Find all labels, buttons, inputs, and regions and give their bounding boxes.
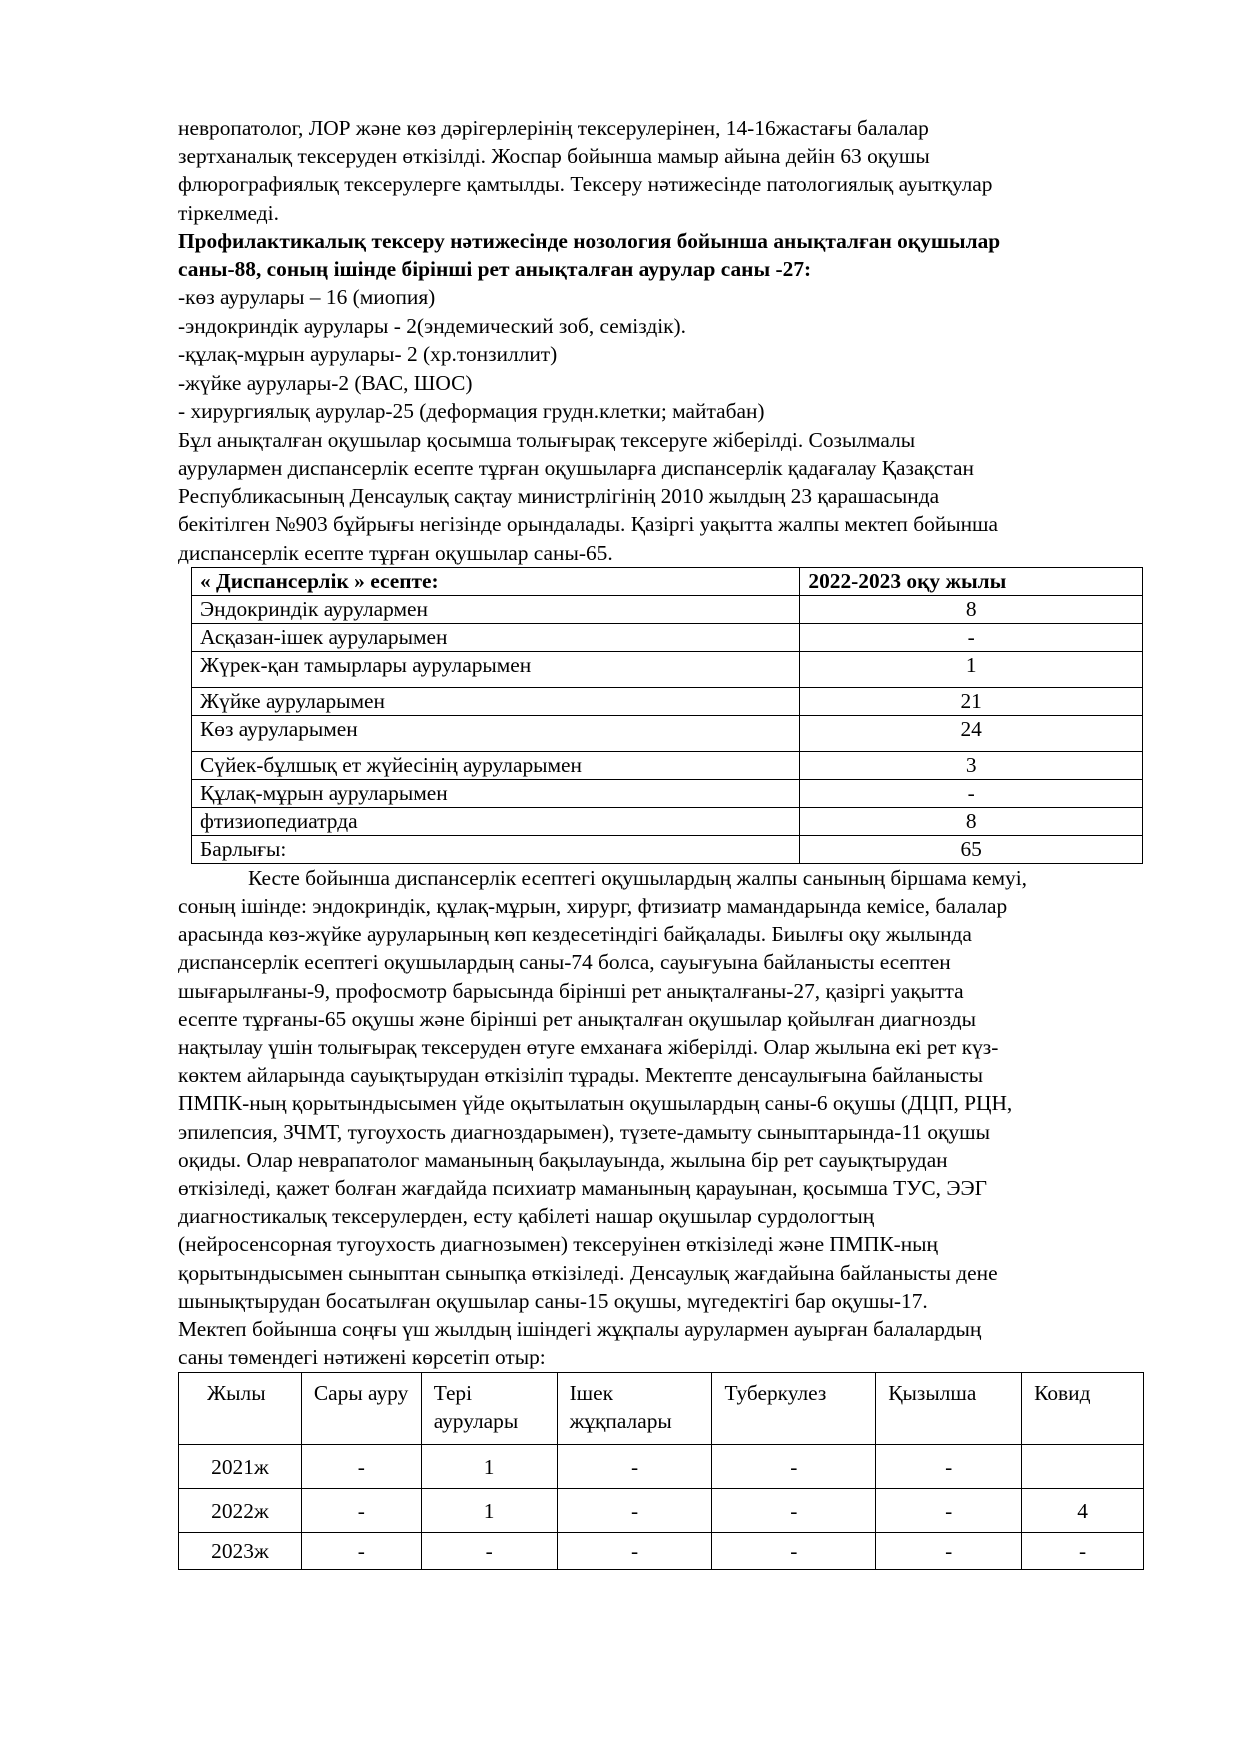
disease-list-item: -көз аурулары – 16 (миопия): [178, 285, 436, 310]
table-row: [179, 1533, 1144, 1570]
table-header-cell: Туберкулез: [712, 1373, 876, 1445]
table-row: [192, 715, 1143, 751]
table-cell: -: [712, 1533, 876, 1570]
intro-line: флюрографиялық тексерулерге қамтылды. Тексеру нәтижесінде патологиялық ауытқулар: [178, 172, 993, 197]
paragraph-line: саны төмендегі нәтижені көрсетіп отыр:: [178, 1345, 546, 1370]
table-cell: -: [301, 1489, 421, 1533]
table-cell: 2021ж: [179, 1445, 302, 1489]
paragraph-line: өткізіледі, қажет болған жағдайда психиатр маманының қарауынан, қосымша ТУС, ЭЭГ: [178, 1175, 987, 1200]
paragraph-line: аурулармен диспансерлік есепте тұрған оқушыларға диспансерлік қадағалау Қазақстан: [178, 455, 974, 480]
paragraph-line: диспансерлік есептегі оқушылардың саны-74 болса, сауығуына байланысты есептен: [178, 950, 951, 975]
table-cell: 1: [421, 1445, 557, 1489]
paragraph-line: диспансерлік есепте тұрған оқушылар саны-65.: [178, 540, 613, 565]
intro-line: невропатолог, ЛОР және көз дәрігерлерінің тексерулерінен, 14-16жастағы балалар: [178, 116, 929, 140]
paragraph-line: соның ішінде: эндокриндік, құлақ-мұрын, хирург, фтизиатр мамандарында кемісе, балалар: [178, 893, 1008, 918]
disease-list-item: - хирургиялық аурулар-25 (деформация грудн.клетки; майтабан): [178, 399, 765, 424]
table-cell: 65: [800, 835, 1143, 863]
table-row: [192, 779, 1143, 807]
table-cell: -: [876, 1445, 1022, 1489]
table-cell: -: [421, 1533, 557, 1570]
table-cell: -: [1022, 1533, 1144, 1570]
table-header-row: [179, 1373, 1144, 1445]
table-cell: [1022, 1445, 1144, 1489]
table-cell: Эндокриндік аурулармен: [192, 595, 800, 623]
paragraph-line: есепте тұрғаны-65 оқушы және бірінші рет анықталған оқушылар қойылған диагнозды: [178, 1006, 976, 1031]
table-header-cell: Сары ауру: [301, 1373, 421, 1445]
table-cell: -: [876, 1489, 1022, 1533]
paragraph-line: нақтылау үшін толығырақ тексеруден өтуге емханаға жіберілді. Олар жылына екі рет күз-: [178, 1034, 999, 1059]
table-header-cell: Қызылша: [876, 1373, 1022, 1445]
table-cell: -: [800, 779, 1143, 807]
table-row: [192, 651, 1143, 687]
document-page: [178, 114, 1144, 1570]
intro-line: зертханалық тексеруден өткізілді. Жоспар бойынша мамыр айына дейін 63 оқушы: [178, 144, 930, 169]
table-cell: 1: [800, 651, 1143, 687]
paragraph-line: диагностикалық тексерулерден, есту қабілеті нашар оқушылар сурдологтың: [178, 1204, 875, 1229]
paragraph-line: (нейросенсорная тугоухость диагнозымен) тексеруінен өткізіледі және ПМПК-ның: [178, 1232, 938, 1257]
table-cell: -: [301, 1533, 421, 1570]
heading-line: Профилактикалық тексеру нәтижесінде нозология бойынша анықталған оқушылар: [178, 228, 1001, 253]
table-cell: -: [712, 1489, 876, 1533]
table-cell: Жүрек-қан тамырлары ауруларымен: [192, 651, 800, 687]
table-header-cell: Тері аурулары: [421, 1373, 557, 1445]
paragraph-line: шығарылғаны-9, профосмотр барысында бірінші рет анықталғаны-27, қазіргі уақытта: [178, 978, 964, 1003]
infection-table: [178, 1372, 1144, 1570]
table-header-cell: Ішек жұқпалары: [557, 1373, 712, 1445]
paragraph-line: Бұл анықталған оқушылар қосымша толығырақ тексеруге жіберілді. Созылмалы: [178, 427, 916, 452]
table-row: [192, 687, 1143, 715]
paragraph-line: эпилепсия, ЗЧМТ, тугоухость диагноздарымен), түзете-дамыту сыныптарында-11 оқушы: [178, 1119, 990, 1144]
table-cell: -: [800, 623, 1143, 651]
table-cell: 4: [1022, 1489, 1144, 1533]
table-row: [192, 835, 1143, 863]
table-cell: 2022ж: [179, 1489, 302, 1533]
paragraph-line: Республикасының Денсаулық сақтау министрлігінің 2010 жылдың 23 қарашасында: [178, 484, 940, 509]
table-cell: Барлығы:: [192, 835, 800, 863]
paragraph-line: оқиды. Олар неврапатолог маманының бақылауында, жылына бір рет сауықтырудан: [178, 1147, 948, 1172]
table-cell: -: [301, 1445, 421, 1489]
table-cell: 8: [800, 595, 1143, 623]
table-cell: 1: [421, 1489, 557, 1533]
paragraph-line: қорытындысымен сыныптан сыныпқа өткізіледі. Денсаулық жағдайына байланысты дене: [178, 1260, 998, 1285]
paragraph-line: көктем айларында сауықтырудан өткізіліп тұрады. Мектепте денсаулығына байланысты: [178, 1063, 983, 1088]
table-header-cell: Жылы: [179, 1373, 302, 1445]
table-header-cell: Ковид: [1022, 1373, 1144, 1445]
table-cell: 2023ж: [179, 1533, 302, 1570]
table-cell: Сүйек-бұлшық ет жүйесінің ауруларымен: [192, 751, 800, 779]
table-header-row: [192, 567, 1143, 595]
paragraph-line: Кесте бойынша диспансерлік есептегі оқушылардың жалпы санының біршама кемуі,: [248, 865, 1028, 890]
table-row: [192, 623, 1143, 651]
paragraph-line: Мектеп бойынша соңғы үш жылдың ішіндегі жұқпалы аурулармен ауырған балалардың: [178, 1316, 982, 1341]
table-cell: -: [557, 1489, 712, 1533]
table-cell: Көз ауруларымен: [192, 715, 800, 751]
table-cell: Жүйке ауруларымен: [192, 687, 800, 715]
paragraph-line: ПМПК-ның қорытындысымен үйде оқытылатын оқушылардың саны-6 оқушы (ДЦП, РЦН,: [178, 1091, 1013, 1116]
table-cell: 8: [800, 807, 1143, 835]
disease-list-item: -эндокриндік аурулары - 2(эндемический зоб, семіздік).: [178, 313, 687, 338]
table-row: [192, 751, 1143, 779]
table-cell: -: [557, 1533, 712, 1570]
table-header-cell: 2022-2023 оқу жылы: [800, 567, 1143, 595]
dispensary-table: [191, 567, 1143, 864]
paragraph-line: бекітілген №903 бұйрығы негізінде орындалады. Қазіргі уақытта жалпы мектеп бойынша: [178, 512, 998, 537]
table-cell: 24: [800, 715, 1143, 751]
table-row: [192, 595, 1143, 623]
table-cell: Асқазан-ішек ауруларымен: [192, 623, 800, 651]
table-cell: -: [557, 1445, 712, 1489]
paragraph-line: шынықтырудан босатылған оқушылар саны-15 оқушы, мүгедектігі бар оқушы-17.: [178, 1288, 928, 1313]
disease-list-item: -жүйке аурулары-2 (ВАС, ШОС): [178, 370, 473, 395]
table-row: [179, 1489, 1144, 1533]
table-cell: -: [876, 1533, 1022, 1570]
table-row: [192, 807, 1143, 835]
table-row: [179, 1445, 1144, 1489]
heading-line: саны-88, соның ішінде бірінші рет анықталған аурулар саны -27:: [178, 257, 812, 282]
disease-list-item: -құлақ-мұрын аурулары- 2 (хр.тонзиллит): [178, 342, 558, 367]
paragraph-line: арасында көз-жүйке ауруларының көп кездесетіндігі байқалады. Биылғы оқу жылында: [178, 922, 972, 947]
table-cell: Құлақ-мұрын ауруларымен: [192, 779, 800, 807]
table-cell: 21: [800, 687, 1143, 715]
table-cell: -: [712, 1445, 876, 1489]
table-cell: фтизиопедиатрда: [192, 807, 800, 835]
intro-line: тіркелмеді.: [178, 200, 279, 225]
table-header-cell: « Диспансерлік » есепте:: [192, 567, 800, 595]
table-cell: 3: [800, 751, 1143, 779]
